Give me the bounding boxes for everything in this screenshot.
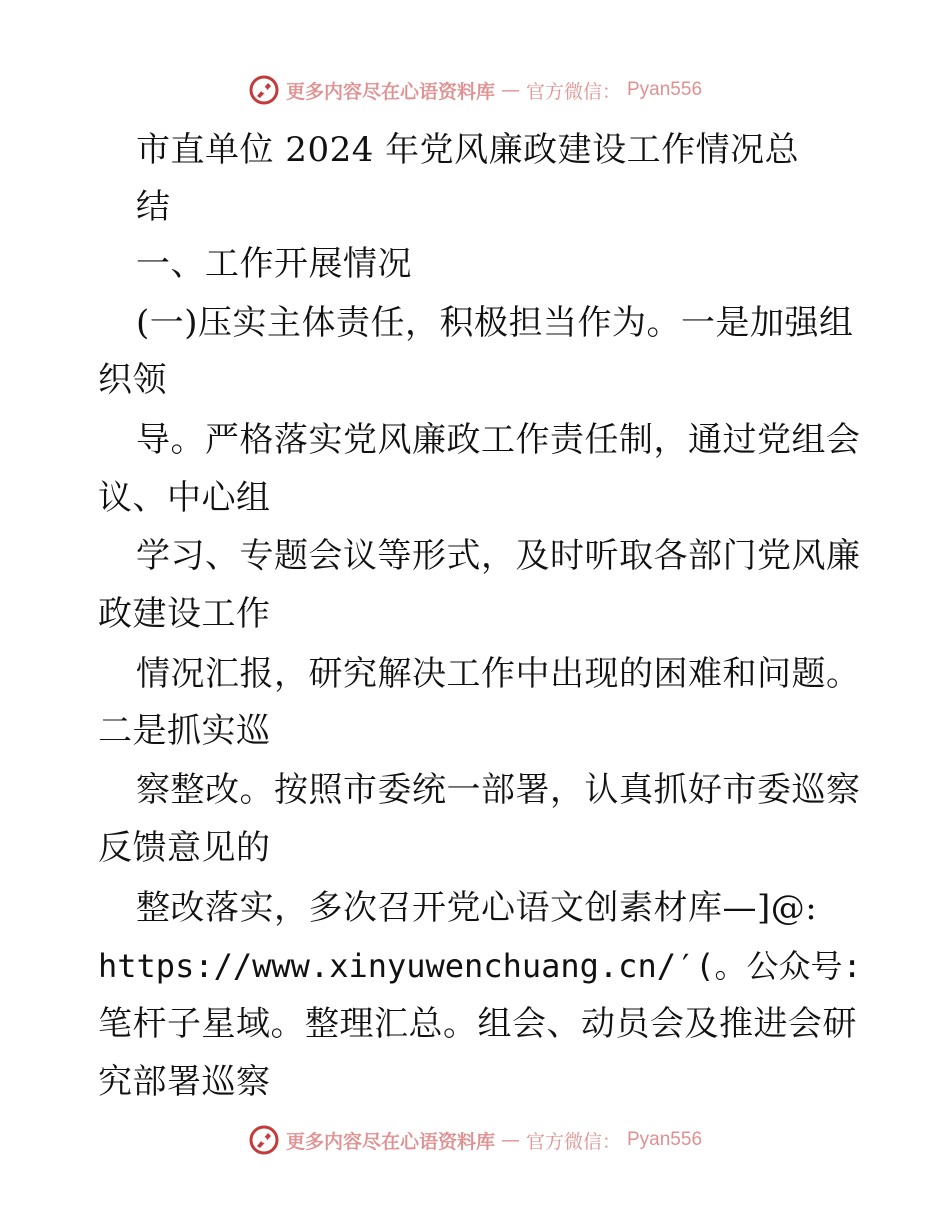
paragraph-line: 织领 — [98, 360, 167, 400]
paragraph-line: 导。严格落实党风廉政工作责任制，通过党组会 — [136, 420, 861, 460]
paragraph-line: 笔杆子星域。整理汇总。组会、动员会及推进会研 — [98, 1004, 857, 1044]
paragraph-line: 反馈意见的 — [98, 828, 271, 868]
banner-separator: — — [500, 79, 520, 101]
header-watermark-banner — [0, 70, 950, 110]
paragraph-line: 议、中心组 — [98, 478, 271, 518]
paragraph-line: 政建设工作 — [98, 594, 271, 634]
paragraph-line: (一)压实主体责任，积极担当作为。一是加强组 — [136, 303, 854, 343]
paragraph-line: 整改落实，多次召开党心语文创素材库—]@: — [136, 888, 818, 928]
banner-wechat-id: Pyan556 — [627, 79, 703, 100]
document-title-line-1: 市直单位 2024 年党风廉政建设工作情况总 — [136, 130, 800, 170]
banner-main-text: 更多内容尽在心语资料库 — [285, 80, 495, 103]
banner-separator: — — [500, 1129, 520, 1151]
banner-main-text: 更多内容尽在心语资料库 — [285, 1130, 495, 1153]
brand-logo-icon — [248, 74, 280, 106]
section-heading: 一、工作开展情况 — [136, 244, 412, 284]
paragraph-line: 学习、专题会议等形式，及时听取各部门党风廉 — [136, 536, 861, 576]
paragraph-line: 情况汇报，研究解决工作中出现的困难和问题。 — [136, 654, 861, 694]
url-line: https://www.xinyuwenchuang.cn/′(。公众号: — [98, 947, 862, 985]
footer-watermark-banner — [0, 1120, 950, 1160]
document-title-line-2: 结 — [136, 187, 171, 227]
banner-wechat-id: Pyan556 — [627, 1129, 703, 1150]
paragraph-line: 二是抓实巡 — [98, 711, 271, 751]
brand-logo-icon — [248, 1124, 280, 1156]
banner-wechat-label: 官方微信： — [525, 80, 621, 103]
paragraph-line: 察整改。按照市委统一部署，认真抓好市委巡察 — [136, 770, 861, 810]
banner-wechat-label: 官方微信： — [525, 1130, 621, 1153]
paragraph-line: 究部署巡察 — [98, 1062, 271, 1102]
